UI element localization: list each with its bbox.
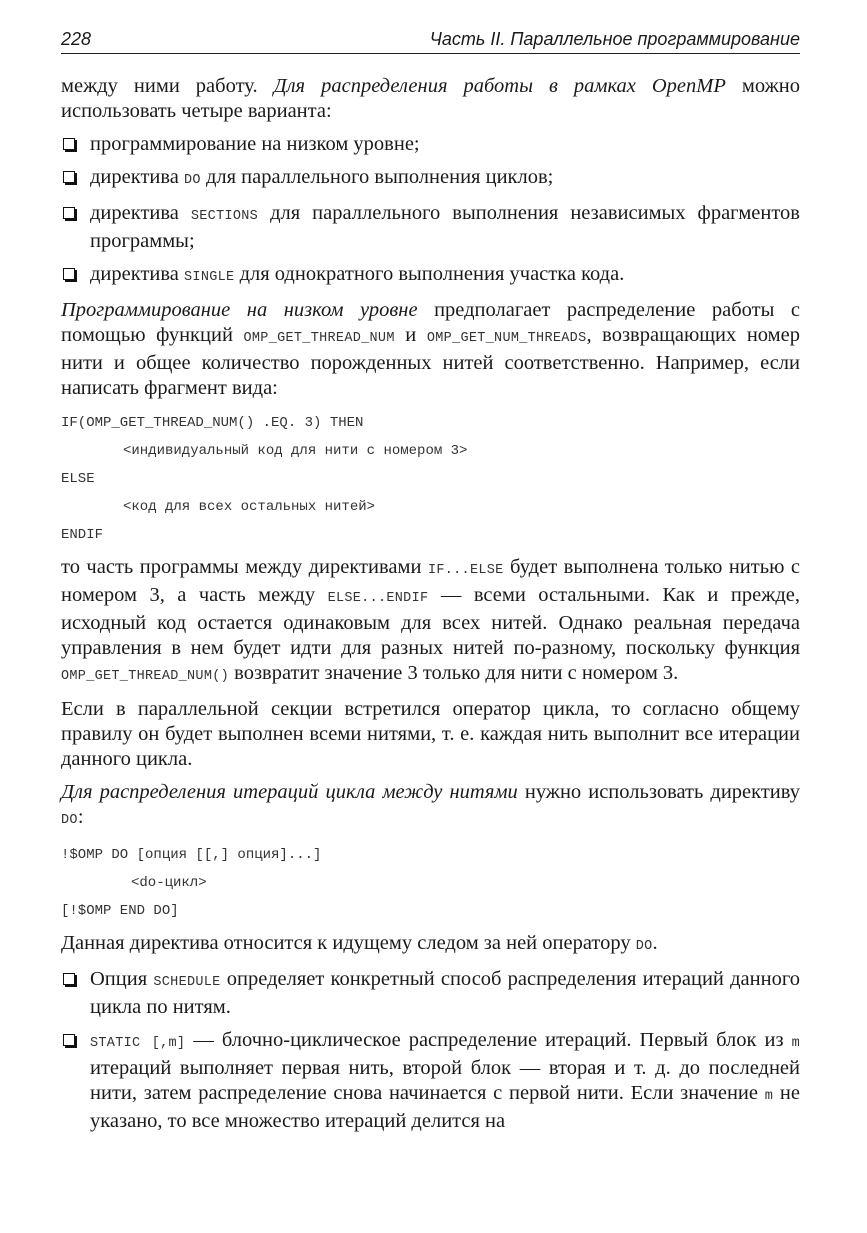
text-run: определяет конкретный способ распределения итераций данного цикла по нитям. — [90, 968, 800, 1018]
checkbox-bullet-icon — [63, 207, 75, 219]
text-run: предполагает распределение работы с помощью функций — [61, 299, 800, 346]
list-item — [61, 967, 800, 1020]
inline-code: OMP_GET_THREAD_NUM — [243, 331, 395, 346]
text-run: Опция — [90, 968, 154, 990]
text-run: и — [394, 324, 427, 346]
inline-code: DO — [635, 939, 653, 954]
checkbox-bullet-icon — [63, 171, 75, 183]
text-run: между ними работу. — [61, 75, 274, 97]
variants-list — [61, 132, 800, 290]
emphasis: Для распределения работы в рамках OpenMP — [273, 75, 726, 97]
text-run: можно использовать четыре варианта: — [61, 75, 800, 122]
code-line: IF(OMP_GET_THREAD_NUM() .EQ. 3) THEN — [61, 415, 364, 431]
code-line: ELSE — [61, 471, 95, 487]
inline-code: m — [791, 1036, 800, 1051]
inline-code: DO — [61, 813, 78, 828]
code-block-do — [61, 841, 800, 925]
list-item — [61, 132, 800, 157]
text-run: будет выполнена только нитью с номером 3, а часть между — [61, 556, 801, 606]
code-line: !$OMP DO [опция [[,] опция]...] — [61, 847, 322, 863]
checkbox-bullet-icon — [63, 973, 75, 985]
paragraph-explanation — [61, 555, 800, 689]
checkbox-bullet-icon — [63, 1034, 75, 1046]
inline-code: STATIC [,m] — [90, 1036, 186, 1051]
page-header — [61, 28, 800, 54]
code-line: <индивидуальный код для нити с номером 3> — [123, 443, 468, 459]
text-run: для параллельного выполнения циклов; — [200, 166, 554, 188]
text-run: итераций выполняет первая нить, второй блок — вторая и т. д. до последней нити, затем распределение снова начинается с первой нити. Если значение — [90, 1057, 800, 1104]
paragraph-low-level — [61, 298, 800, 401]
text-run: — блочно-циклическое распределение итераций. Первый блок из — [185, 1029, 792, 1051]
paragraph-intro — [61, 74, 800, 124]
text-run: возвратит значение 3 только для нити с номером 3. — [229, 662, 679, 684]
text-run: : — [77, 806, 84, 828]
text-run: , возвращающих номер нити и общее количество порожденных нитей соответственно. Например, если написать фрагмент вида: — [61, 324, 800, 399]
text-run: директива — [90, 263, 185, 285]
inline-code: m — [764, 1089, 774, 1104]
inline-code: OMP_GET_NUM_THREADS — [426, 331, 587, 346]
text-run: — всеми остальными. Как и прежде, исходный код остается одинаковым для всех нитей. Однако реальная передача управления в нем будет идти для разных нитей по-разному, поскольку функция — [61, 584, 800, 659]
code-line: <код для всех остальных нитей> — [123, 499, 376, 515]
inline-code: SINGLE — [184, 270, 235, 285]
paragraph-loop: Если в параллельной секции встретился оператор цикла, то согласно общему правилу он будет выполнен всеми нитями, т. е. каждая нить выполнит все итерации данного цикла. — [61, 698, 800, 770]
text-run: не указано, то все множество итераций делится на — [90, 1082, 800, 1132]
inline-code: DO — [184, 173, 201, 188]
book-page — [61, 28, 800, 1142]
text-run: для однократного выполнения участка кода. — [234, 263, 625, 285]
list-item — [61, 262, 800, 290]
inline-code: OMP_GET_THREAD_NUM() — [61, 669, 230, 684]
text-run: Данная директива относится к идущему следом за ней оператору — [61, 932, 636, 954]
checkbox-bullet-icon — [63, 268, 75, 280]
chapter-title: Часть II. Параллельное программирование — [429, 29, 800, 49]
list-item — [61, 201, 800, 254]
text-run: нужно использовать директиву — [517, 781, 800, 803]
inline-code: SECTIONS — [190, 209, 259, 224]
text-run: директива — [90, 202, 191, 224]
paragraph-do-directive — [61, 780, 800, 833]
text-run: то часть программы между директивами — [61, 556, 428, 578]
code-block-if — [61, 409, 800, 549]
text-run: для параллельного выполнения независимых фрагментов программы; — [90, 202, 800, 252]
checkbox-bullet-icon — [63, 138, 75, 150]
emphasis: Программирование на низком уровне — [61, 299, 418, 321]
code-line: ENDIF — [61, 527, 104, 543]
code-line: [!$OMP END DO] — [61, 903, 179, 919]
inline-code: SCHEDULE — [153, 975, 221, 990]
list-item — [61, 1028, 800, 1134]
options-list — [61, 967, 800, 1134]
list-item-text: программирование на низком уровне; — [90, 133, 420, 155]
inline-code: IF...ELSE — [427, 563, 504, 578]
text-run: . — [652, 932, 658, 954]
code-line: <do-цикл> — [131, 875, 207, 891]
paragraph-directive-note — [61, 931, 800, 959]
page-number: 228 — [61, 29, 92, 49]
page-body — [61, 74, 800, 1134]
emphasis: Для распределения итераций цикла между нитями — [61, 781, 518, 803]
inline-code: ELSE...ENDIF — [327, 591, 429, 606]
list-item — [61, 165, 800, 193]
text-run: директива — [90, 166, 185, 188]
